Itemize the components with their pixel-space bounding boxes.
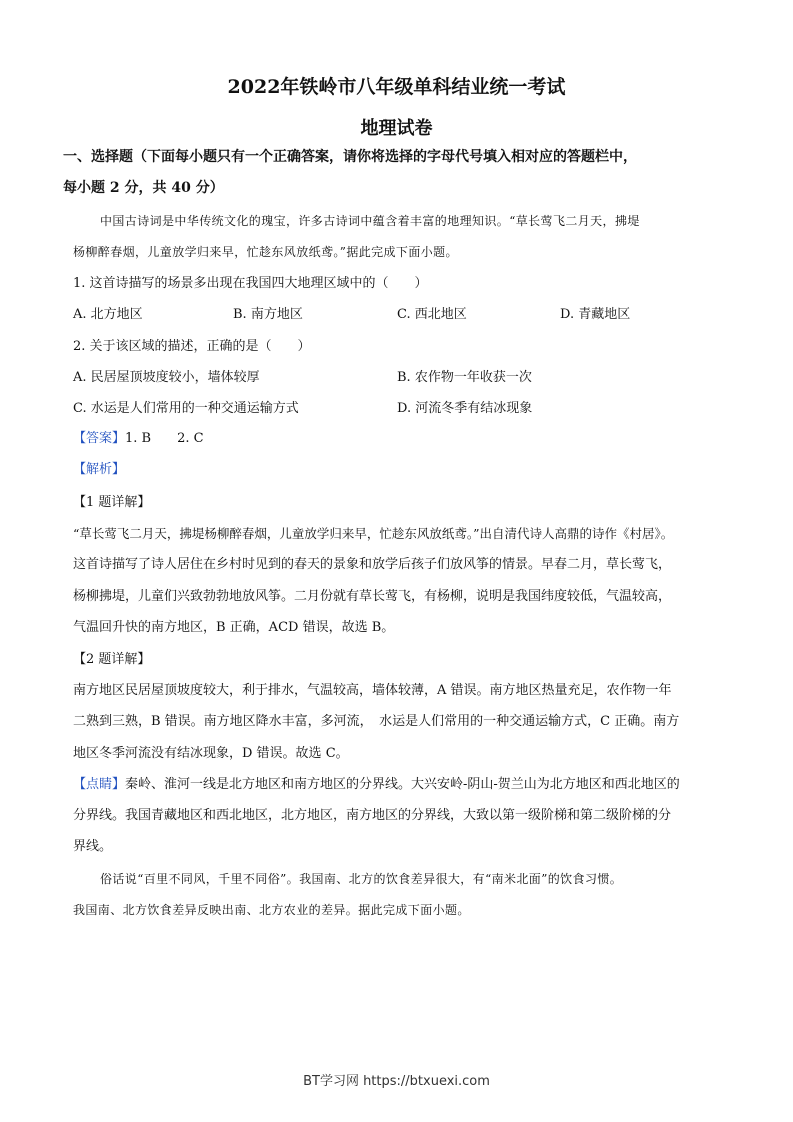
q2-stem: 2. 关于该区域的描述，正确的是（ ） [73,339,311,354]
tip-line2: 分界线。我国青藏地区和西北地区，北方地区，南方地区的分界线，大致以第一级阶梯和第二级阶梯的分 [73,808,672,823]
section-heading-line1: 一、选择题（下面每小题只有一个正确答案，请你将选择的字母代号填入相对应的答题栏中， [63,149,637,165]
detail1-line2: 这首诗描写了诗人居住在乡村时见到的春天的景象和放学后孩子们放风筝的情景。早春二月，草长莺飞， [73,557,672,572]
q1-option-b: B. 南方地区 [233,307,303,322]
detail2-line3: 地区冬季河流没有结冰现象，D 错误。故选 C。 [73,746,349,761]
answer-label: 【答案】 [73,431,126,446]
answer-line [73,429,204,449]
detail1-line4: 气温回升快的南方地区，B 正确，ACD 错误，故选 B。 [73,620,395,635]
detail2-line2: 二熟到三熟，B 错误。南方地区降水丰富，多河流， 水运是人们常用的一种交通运输方式，C 正确。南方 [73,714,680,729]
detail2-line1: 南方地区民居屋顶坡度较大，利于排水，气温较高，墙体较薄，A 错误。南方地区热量充足，农作物一年 [73,683,672,698]
passage1-line1: 中国古诗词是中华传统文化的瑰宝，许多古诗词中蕴含着丰富的地理知识。“草长莺飞二月天，拂堤 [100,214,640,228]
detail2-label: 【2 题详解】 [73,652,151,667]
tip-label: 【点睛】 [73,777,126,792]
detail1-label: 【1 题详解】 [73,495,151,510]
answer-text: 1. B 2. C [125,431,204,446]
passage2-line1: 俗话说“百里不同风，千里不同俗”。我国南、北方的饮食差异很大，有“南米北面”的饮食习惯。 [100,872,623,886]
tip-text: 秦岭、淮河一线是北方地区和南方地区的分界线。大兴安岭-阴山-贺兰山为北方地区和西北地区的 [125,777,680,792]
passage2-line2: 我国南、北方饮食差异反映出南、北方农业的差异。据此完成下面小题。 [73,903,470,917]
detail1-line1: “草长莺飞二月天，拂堤杨柳醉春烟，儿童放学归来早，忙趁东风放纸鸢。”出自清代诗人高鼎的诗作《村居》。 [73,526,674,541]
detail1-line3: 杨柳拂堤，儿童们兴致勃勃地放风筝。二月份就有草长莺飞，有杨柳，说明是我国纬度较低，气温较高， [73,589,672,604]
q1-option-c: C. 西北地区 [397,307,467,322]
section-heading-line2: 每小题 2 分，共 40 分） [63,180,224,196]
exam-title: 2022年铁岭市八年级单科结业统一考试 [227,76,566,98]
tip-line1 [73,775,680,795]
q1-option-d: D. 青藏地区 [560,307,631,322]
q2-option-c: C. 水运是人们常用的一种交通运输方式 [73,401,299,416]
analysis-label: 【解析】 [73,462,126,477]
exam-subtitle: 地理试卷 [360,118,433,139]
passage1-line2: 杨柳醉春烟，儿童放学归来早，忙趁东风放纸鸢。”据此完成下面小题。 [73,245,458,259]
tip-line3: 界线。 [73,839,113,854]
q2-option-a: A. 民居屋顶坡度较小，墙体较厚 [73,370,260,385]
footer-watermark: BT学习网 https://btxuexi.com [303,1074,490,1089]
q2-option-b: B. 农作物一年收获一次 [397,370,532,385]
q1-stem: 1. 这首诗描写的场景多出现在我国四大地理区域中的（ ） [73,276,428,291]
q2-option-d: D. 河流冬季有结冰现象 [397,401,533,416]
q1-option-a: A. 北方地区 [73,307,143,322]
